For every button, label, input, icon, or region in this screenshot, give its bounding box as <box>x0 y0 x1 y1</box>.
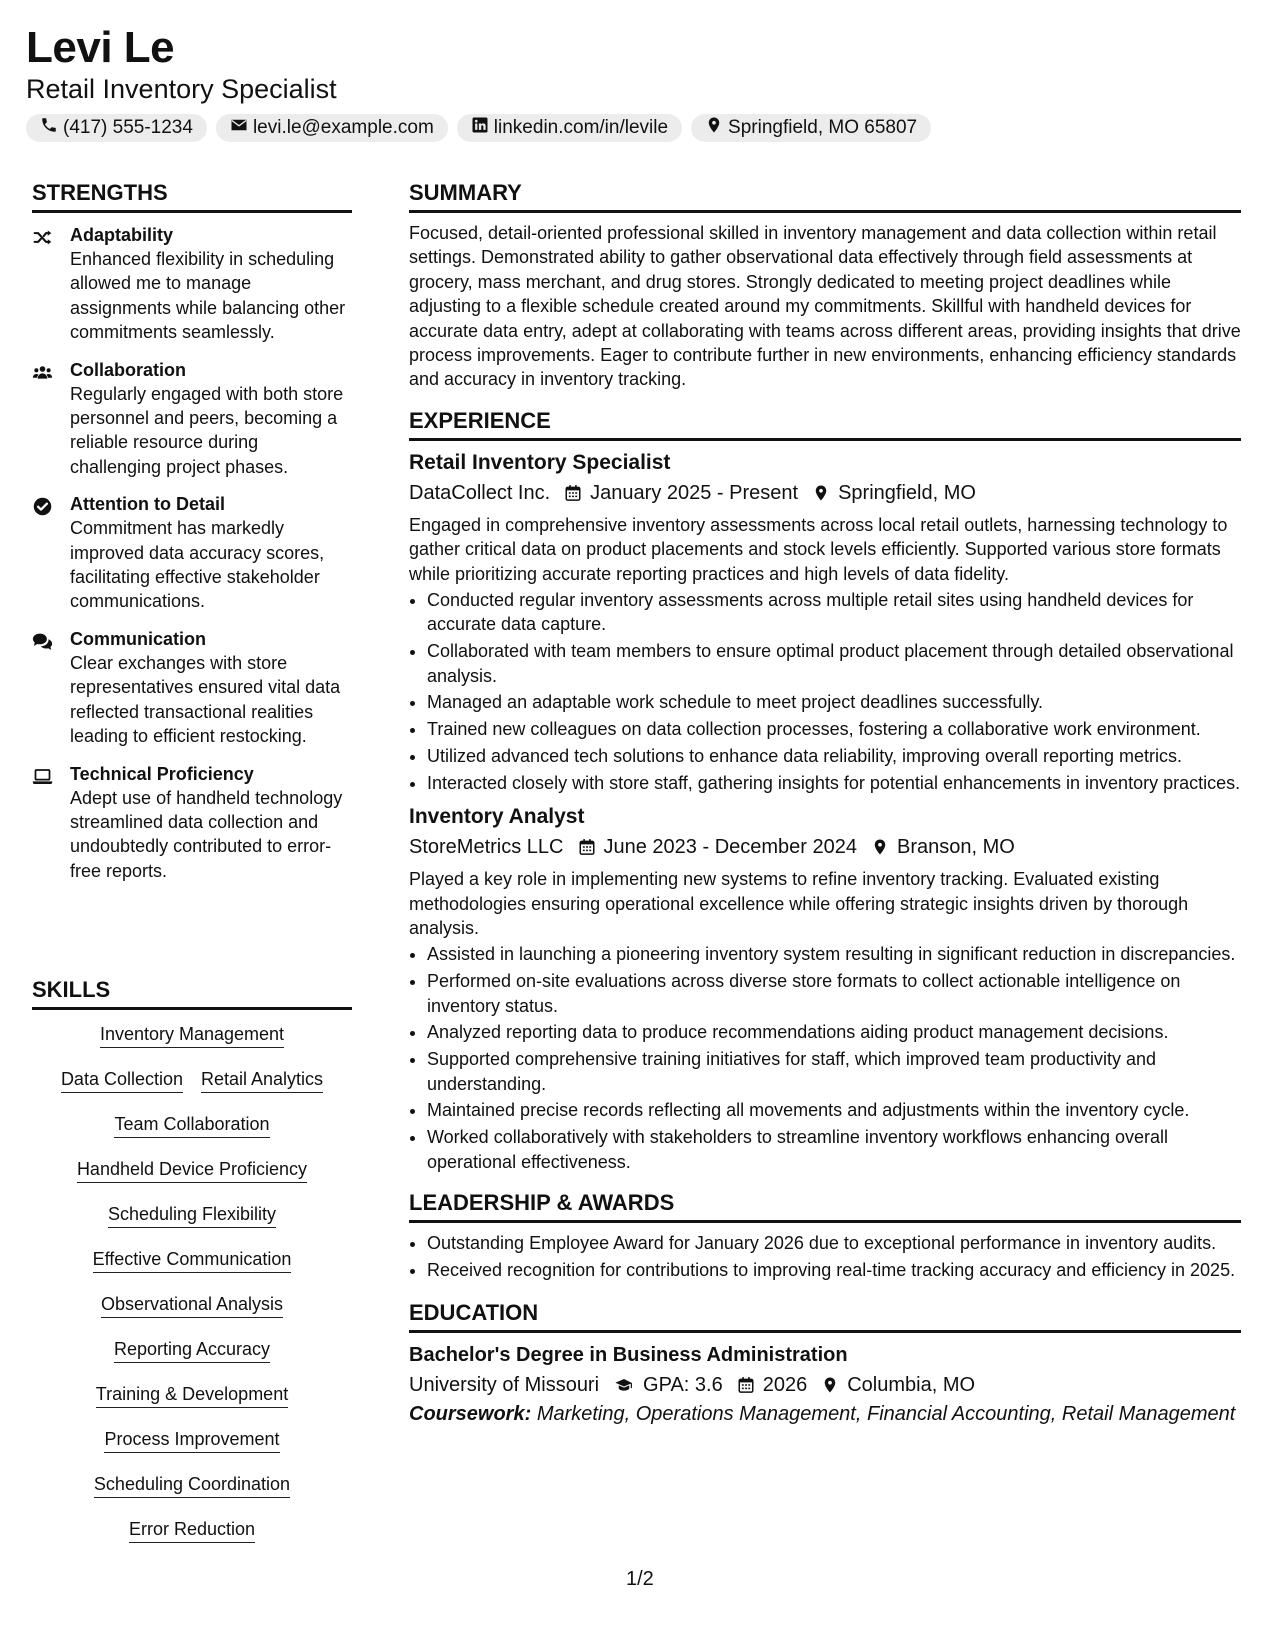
skill-tag: Reporting Accuracy <box>114 1337 270 1363</box>
phone-icon <box>40 116 58 140</box>
users-icon <box>32 358 70 480</box>
contact-location <box>691 114 931 142</box>
job-location: Springfield, MO <box>838 481 976 504</box>
coursework <box>409 1400 1241 1428</box>
skill-tag: Error Reduction <box>129 1517 255 1543</box>
bullet-item: • Interacted closely with store staff, gathering insights for potential enhancements in inventory practices. <box>427 771 1241 795</box>
skill-tag: Scheduling Coordination <box>94 1472 290 1498</box>
summary-heading: SUMMARY <box>409 178 1241 213</box>
candidate-title: Retail Inventory Specialist <box>26 74 337 104</box>
coursework-label: Coursework: <box>409 1403 532 1426</box>
job-description: Played a key role in implementing new systems to refine inventory tracking. Evaluated existing methodologies ensuring operational excellence while offering strategic insights driven by thorough analysis. <box>409 869 1189 939</box>
location-icon <box>812 484 830 502</box>
job-title: Inventory Analyst <box>409 805 585 829</box>
summary-section <box>409 178 1241 392</box>
main-column <box>409 178 1241 1428</box>
job-bullets <box>409 588 1241 795</box>
bullet-item: • Maintained precise records reflecting all movements and adjustments within the inventory cycle. <box>427 1098 1241 1122</box>
strength-desc: Commitment has markedly improved data accuracy scores, facilitating effective stakeholder communications. <box>70 518 325 612</box>
strength-title: Communication <box>70 628 207 649</box>
skills-section <box>32 975 352 1562</box>
location-icon <box>871 838 889 856</box>
job-location: Branson, MO <box>897 836 1015 859</box>
bullet-item: • Outstanding Employee Award for January 2026 due to exceptional performance in inventory audits. <box>427 1231 1241 1255</box>
job-entry <box>409 803 1241 1174</box>
bullet-item: • Conducted regular inventory assessments across multiple retail sites using handheld devices for accurate data capture. <box>427 588 1241 637</box>
job-description: Engaged in comprehensive inventory assessments across local retail outlets, harnessing technology to gather critical data on product placements and stock levels efficiently. Supported various store formats while prioritizing accurate reporting practices and high levels of data fidelity. <box>409 514 1228 584</box>
education-heading: EDUCATION <box>409 1298 1241 1333</box>
bullet-item: • Trained new colleagues on data collection processes, fostering a collaborative work environment. <box>427 717 1241 741</box>
education-meta <box>409 1371 1241 1399</box>
bullet-item: • Assisted in launching a pioneering inventory system resulting in significant reduction in discrepancies. <box>427 942 1241 966</box>
contact-email[interactable] <box>216 114 448 142</box>
strength-item <box>32 223 352 345</box>
location-icon <box>705 116 723 140</box>
skill-tag: Handheld Device Proficiency <box>77 1157 307 1183</box>
calendar-icon <box>578 838 596 856</box>
skill-tag: Team Collaboration <box>114 1112 269 1138</box>
school-location: Columbia, MO <box>847 1374 976 1397</box>
strength-title: Technical Proficiency <box>70 763 254 784</box>
calendar-icon <box>737 1376 755 1394</box>
strengths-heading: STRENGTHS <box>32 178 352 213</box>
skill-tag: Inventory Management <box>100 1022 284 1048</box>
skill-tag: Scheduling Flexibility <box>108 1202 276 1228</box>
job-company: StoreMetrics LLC <box>409 836 564 859</box>
job-entry <box>409 449 1241 795</box>
graduation-year: 2026 <box>762 1374 808 1397</box>
job-company: DataCollect Inc. <box>409 481 551 504</box>
comments-icon <box>32 627 70 749</box>
leadership-section <box>409 1188 1241 1282</box>
skill-tag: Process Improvement <box>104 1427 279 1453</box>
award-bullets <box>409 1231 1241 1282</box>
strength-desc: Adept use of handheld technology streamlined data collection and undoubtedly contributed to error-free reports. <box>70 787 343 881</box>
bullet-item: • Received recognition for contributions to improving real-time tracking accuracy and efficiency in 2025. <box>427 1258 1241 1282</box>
laptop-icon <box>32 762 70 884</box>
bullet-item: • Analyzed reporting data to produce recommendations aiding product management decisions. <box>427 1020 1241 1044</box>
shuffle-icon <box>32 223 70 345</box>
contact-location-text: Springfield, MO 65807 <box>728 117 918 138</box>
experience-heading: EXPERIENCE <box>409 406 1241 441</box>
skill-tag: Retail Analytics <box>201 1067 323 1093</box>
strength-item <box>32 627 352 749</box>
leadership-heading: LEADERSHIP & AWARDS <box>409 1188 1241 1223</box>
skill-tag: Data Collection <box>61 1067 183 1093</box>
contact-phone-text: (417) 555-1234 <box>63 117 193 138</box>
strength-item <box>32 762 352 884</box>
strength-title: Attention to Detail <box>70 494 225 515</box>
strength-title: Collaboration <box>70 359 186 380</box>
skill-tag: Observational Analysis <box>101 1292 283 1318</box>
education-section <box>409 1298 1241 1428</box>
job-meta <box>409 479 1241 507</box>
strength-desc: Regularly engaged with both store personnel and peers, becoming a reliable resource during challenging project phases. <box>70 383 344 477</box>
calendar-icon <box>564 484 582 502</box>
skill-tag: Training & Development <box>96 1382 288 1408</box>
page-number: 1/2 <box>626 1568 654 1590</box>
linkedin-icon <box>471 116 489 140</box>
contact-linkedin-text: linkedin.com/in/levile <box>493 117 669 138</box>
contact-linkedin[interactable] <box>457 114 682 142</box>
skills-heading: SKILLS <box>32 975 352 1010</box>
bullet-item: • Worked collaboratively with stakeholders to streamline inventory workflows enhancing overall operational effectiveness. <box>427 1125 1241 1174</box>
bullet-item: • Collaborated with team members to ensure optimal product placement through detailed observational analysis. <box>427 639 1241 688</box>
skill-tag: Effective Communication <box>93 1247 292 1273</box>
contact-bar <box>26 114 931 142</box>
strength-item <box>32 358 352 480</box>
job-bullets <box>409 942 1241 1174</box>
job-title: Retail Inventory Specialist <box>409 450 671 474</box>
contact-email-text: levi.le@example.com <box>252 117 434 138</box>
job-dates: June 2023 - December 2024 <box>603 836 857 859</box>
candidate-name: Levi Le <box>26 23 175 72</box>
coursework-list: Marketing, Operations Management, Financial Accounting, Retail Management <box>536 1403 1236 1426</box>
experience-section <box>409 406 1241 1174</box>
check-circle-icon <box>32 492 70 614</box>
school-name: University of Missouri <box>409 1374 600 1397</box>
bullet-item: • Utilized advanced tech solutions to enhance data reliability, improving overall reporting metrics. <box>427 744 1241 768</box>
degree-title: Bachelor's Degree in Business Administration <box>409 1344 848 1367</box>
contact-phone[interactable] <box>26 114 207 142</box>
strength-item <box>32 492 352 614</box>
job-meta <box>409 833 1241 861</box>
bullet-item: • Managed an adaptable work schedule to meet project deadlines successfully. <box>427 690 1241 714</box>
job-dates: January 2025 - Present <box>590 481 799 504</box>
strength-title: Adaptability <box>70 225 174 245</box>
strengths-section <box>32 178 352 896</box>
bullet-item: • Supported comprehensive training initiatives for staff, which improved team productivity and understanding. <box>427 1047 1241 1096</box>
email-icon <box>230 116 248 140</box>
bullet-item: • Performed on-site evaluations across diverse store formats to collect actionable intelligence on inventory status. <box>427 969 1241 1018</box>
graduation-cap-icon <box>613 1376 635 1394</box>
strength-desc: Enhanced flexibility in scheduling allowed me to manage assignments while balancing other commitments seamlessly. <box>70 249 346 343</box>
gpa: GPA: 3.6 <box>643 1374 723 1397</box>
strength-desc: Clear exchanges with store representatives ensured vital data reflected transactional realities leading to efficient restocking. <box>70 652 341 747</box>
summary-text: Focused, detail-oriented professional skilled in inventory management and data collection within retail settings. Demonstrated ability to gather observational data effectively through field assessments at grocery, mass merchant, and drug stores. Strongly dedicated to meeting project deadlines while adjusting to a flexible schedule created around my commitments. Skillful with handheld devices for accurate data entry, adept at collaborating with teams across different areas, providing insights that drive process improvements. Eager to contribute further in new environments, enhancing efficiency standards and accuracy in inventory tracking. <box>409 223 1241 390</box>
location-icon <box>821 1376 839 1394</box>
